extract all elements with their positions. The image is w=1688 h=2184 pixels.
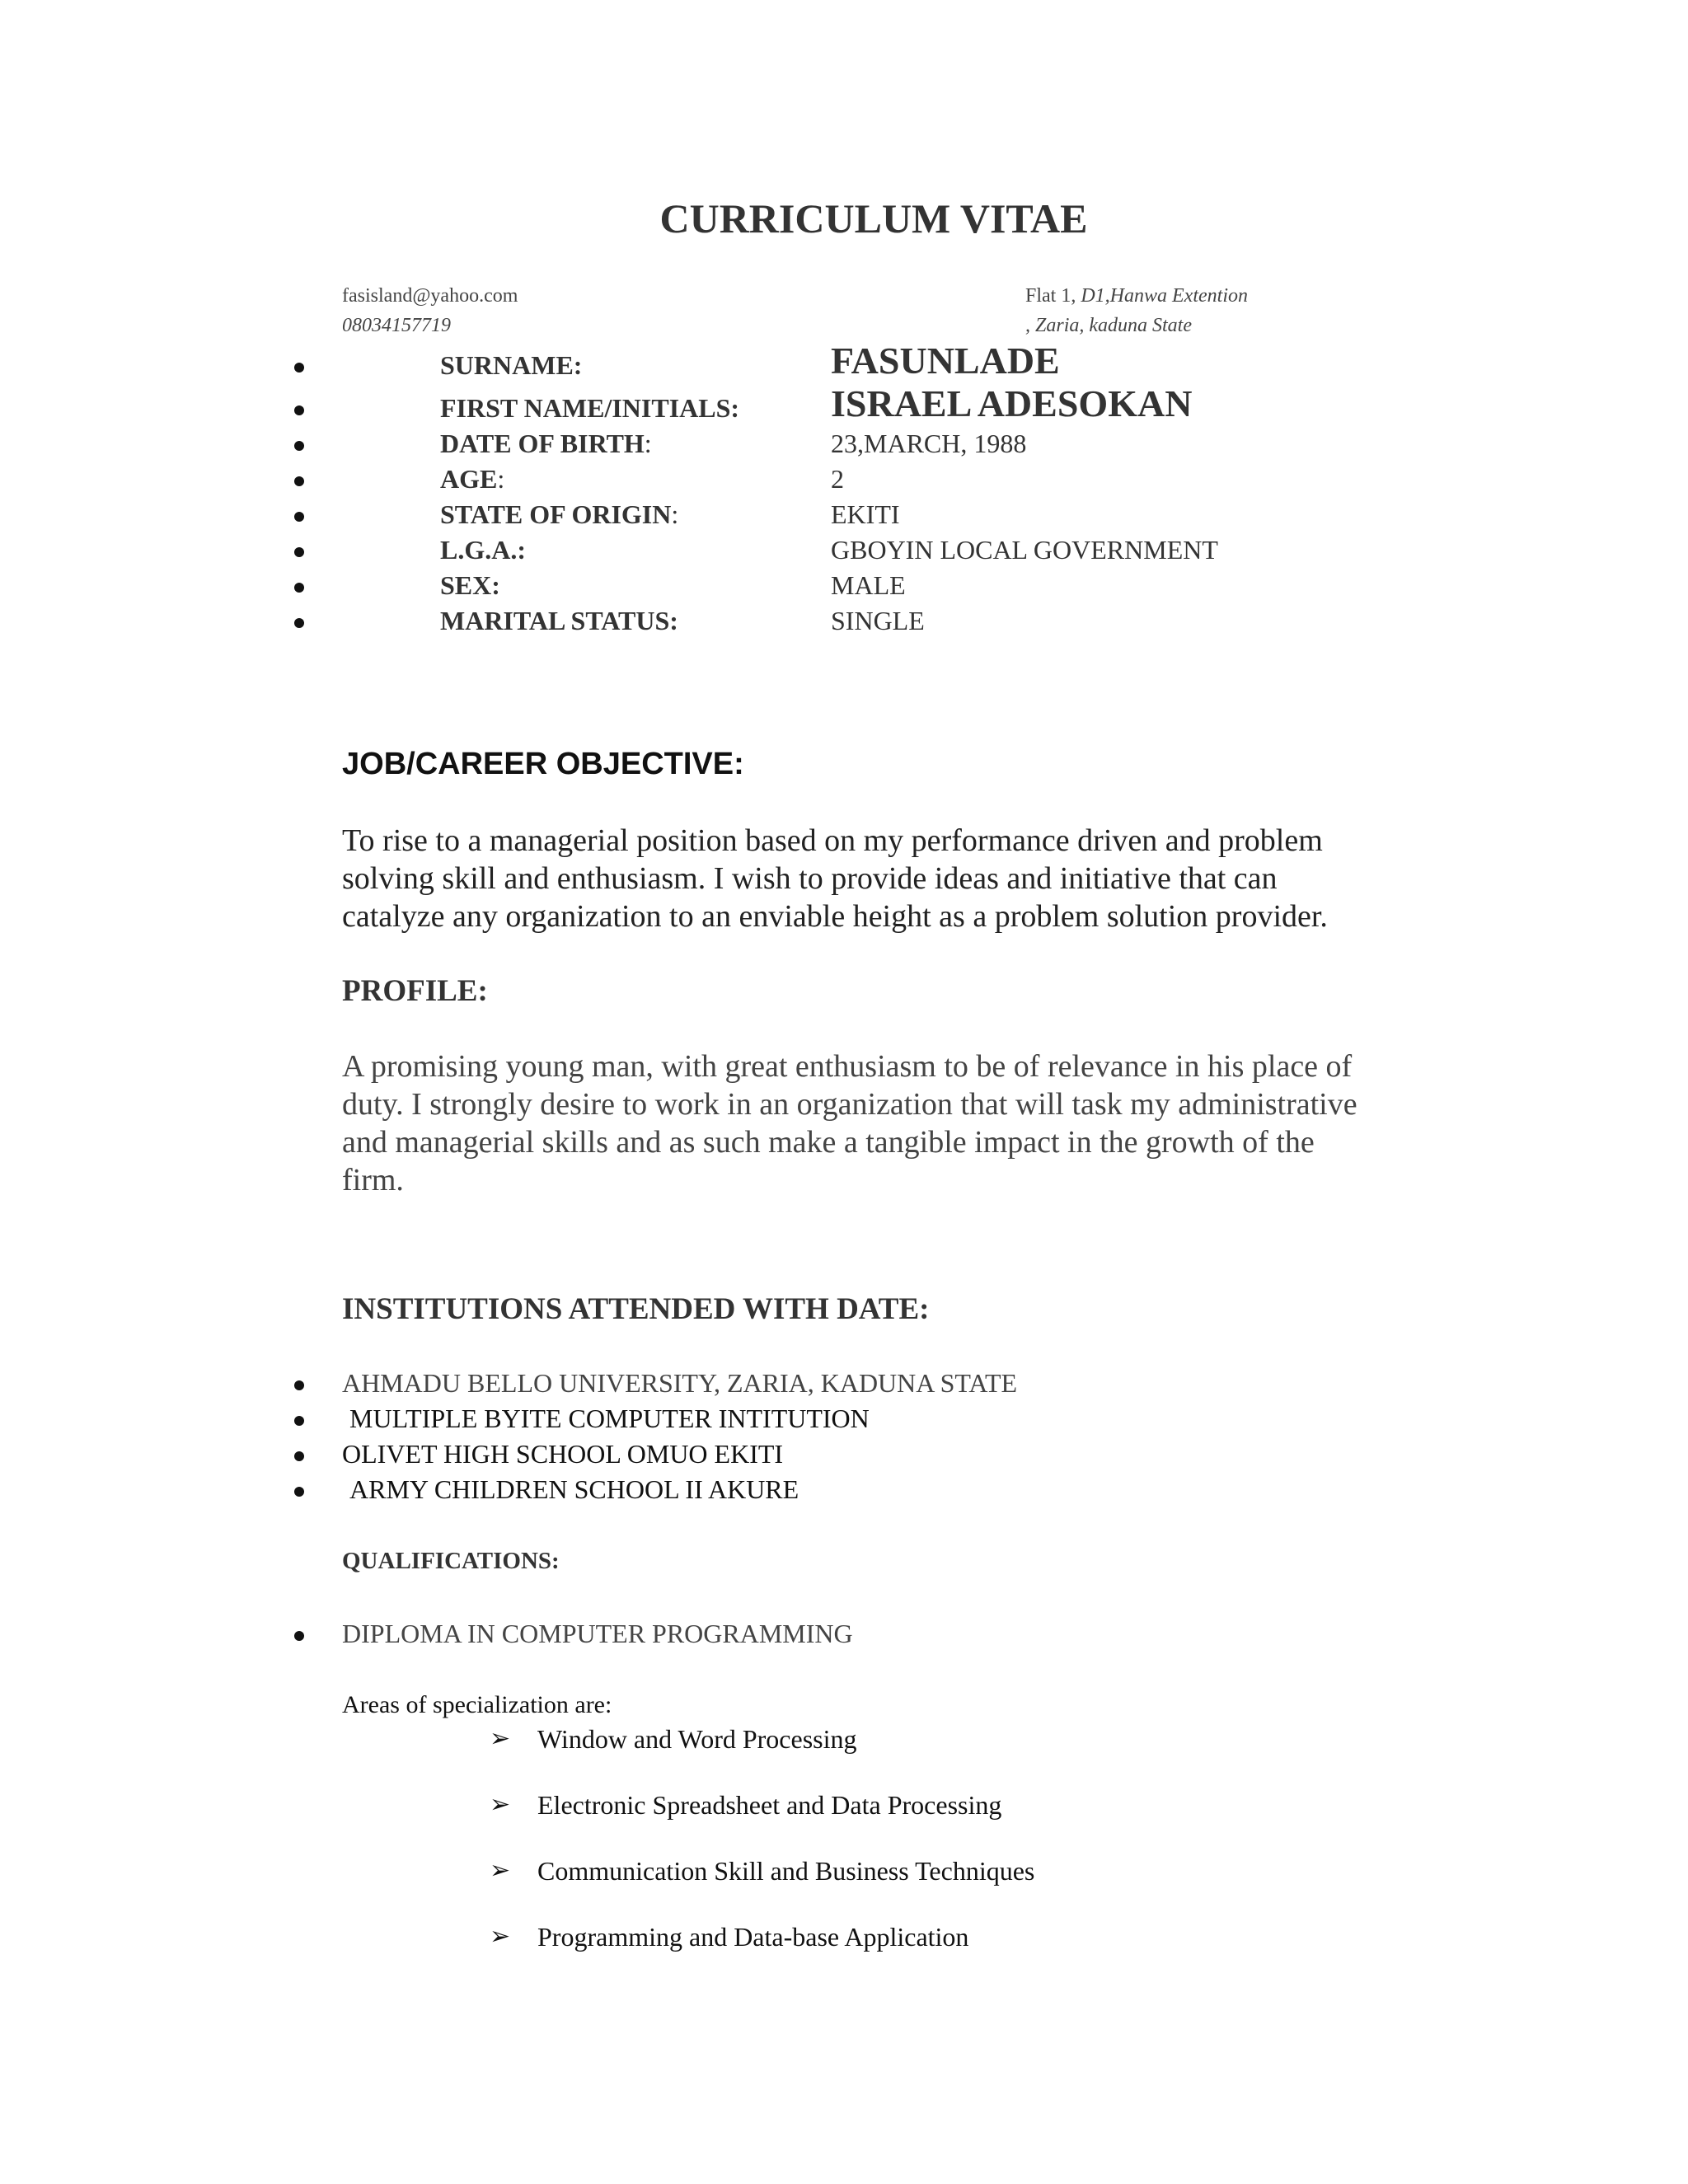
bullet-icon [294,476,304,486]
date-of-birth-value: 23,MARCH, 1988 [831,429,1027,458]
areas-label: Areas of specialization are: [342,1691,612,1718]
arrow-bullet-icon: ➢ [490,1856,511,1885]
phone-text: 08034157719 [342,315,451,336]
area-item: Electronic Spreadsheet and Data Processing [537,1790,1002,1820]
bullet-icon [294,1631,304,1641]
arrow-bullet-icon: ➢ [490,1922,511,1951]
state-of-origin-label [440,499,678,530]
profile-line: and managerial skills and as such make a tangible impact in the growth of the [342,1125,1315,1160]
lga-value: GBOYIN LOCAL GOVERNMENT [831,535,1218,565]
area-item: Programming and Data-base Application [537,1922,969,1952]
date-of-birth-label-colon: : [644,429,652,458]
qualification-item: DIPLOMA IN COMPUTER PROGRAMMING [342,1619,853,1648]
age-value: 2 [831,464,844,494]
objective-paragraph [342,822,1328,935]
bullet-icon [294,547,304,557]
bullet-icon [294,405,304,415]
bullet-icon [294,583,304,593]
marital-status-label: MARITAL STATUS: [440,606,678,635]
sex-label: SEX: [440,570,500,600]
date-of-birth-label [440,429,652,459]
institution-item: ARMY CHILDREN SCHOOL II AKURE [349,1474,799,1504]
state-of-origin-label-colon: : [671,499,679,529]
lga-label: L.G.A.: [440,535,526,565]
arrow-bullet-icon: ➢ [490,1790,511,1819]
first-name-label: FIRST NAME/INITIALS: [440,393,740,423]
objective-heading: JOB/CAREER OBJECTIVE: [342,747,744,781]
objective-line: To rise to a managerial position based on my performance driven and problem [342,823,1323,858]
first-name-value: ISRAEL ADESOKAN [831,382,1193,424]
area-item: Window and Word Processing [537,1724,857,1754]
bullet-icon [294,363,304,373]
address-line-2: , Zaria, kaduna State [1025,315,1192,336]
surname-value: FASUNLADE [831,340,1060,382]
age-label [440,464,504,494]
bullet-icon [294,1451,304,1461]
bullet-icon [294,1380,304,1390]
sex-value: MALE [831,570,906,600]
date-of-birth-label-text: DATE OF BIRTH [440,429,645,458]
address-line-1 [1025,285,1248,307]
bullet-icon [294,1416,304,1426]
bullet-icon [294,1487,304,1497]
institutions-heading: INSTITUTIONS ATTENDED WITH DATE: [342,1292,930,1326]
profile-line: A promising young man, with great enthusiasm to be of relevance in his place of [342,1049,1353,1084]
profile-line: duty. I strongly desire to work in an organization that will task my administrative [342,1087,1357,1122]
age-label-colon: : [497,464,505,494]
bullet-icon [294,512,304,522]
area-item: Communication Skill and Business Techniques [537,1856,1035,1886]
institution-item: MULTIPLE BYITE COMPUTER INTITUTION [349,1404,870,1433]
age-label-text: AGE [440,464,498,494]
objective-line: solving skill and enthusiasm. I wish to provide ideas and initiative that can [342,861,1278,896]
arrow-bullet-icon: ➢ [490,1724,511,1753]
objective-line: catalyze any organization to an enviable height as a problem solution provider. [342,899,1328,934]
address-line-1-text: D1,Hanwa Extention [1081,285,1248,307]
document-title: CURRICULUM VITAE [659,195,1088,241]
bullet-icon [294,618,304,628]
profile-paragraph [342,1047,1357,1199]
email-text: fasisland@yahoo.com [342,285,518,307]
state-of-origin-value: EKITI [831,499,900,529]
marital-status-value: SINGLE [831,606,925,635]
profile-heading: PROFILE: [342,974,488,1008]
bullet-icon [294,441,304,451]
state-of-origin-label-text: STATE OF ORIGIN [440,499,672,529]
surname-label: SURNAME: [440,350,583,380]
profile-line: firm. [342,1163,404,1197]
institution-item: AHMADU BELLO UNIVERSITY, ZARIA, KADUNA STATE [342,1368,1018,1398]
institution-item: OLIVET HIGH SCHOOL OMUO EKITI [342,1439,784,1469]
address-prefix: Flat 1, [1025,285,1081,307]
qualifications-heading: QUALIFICATIONS: [342,1548,560,1574]
